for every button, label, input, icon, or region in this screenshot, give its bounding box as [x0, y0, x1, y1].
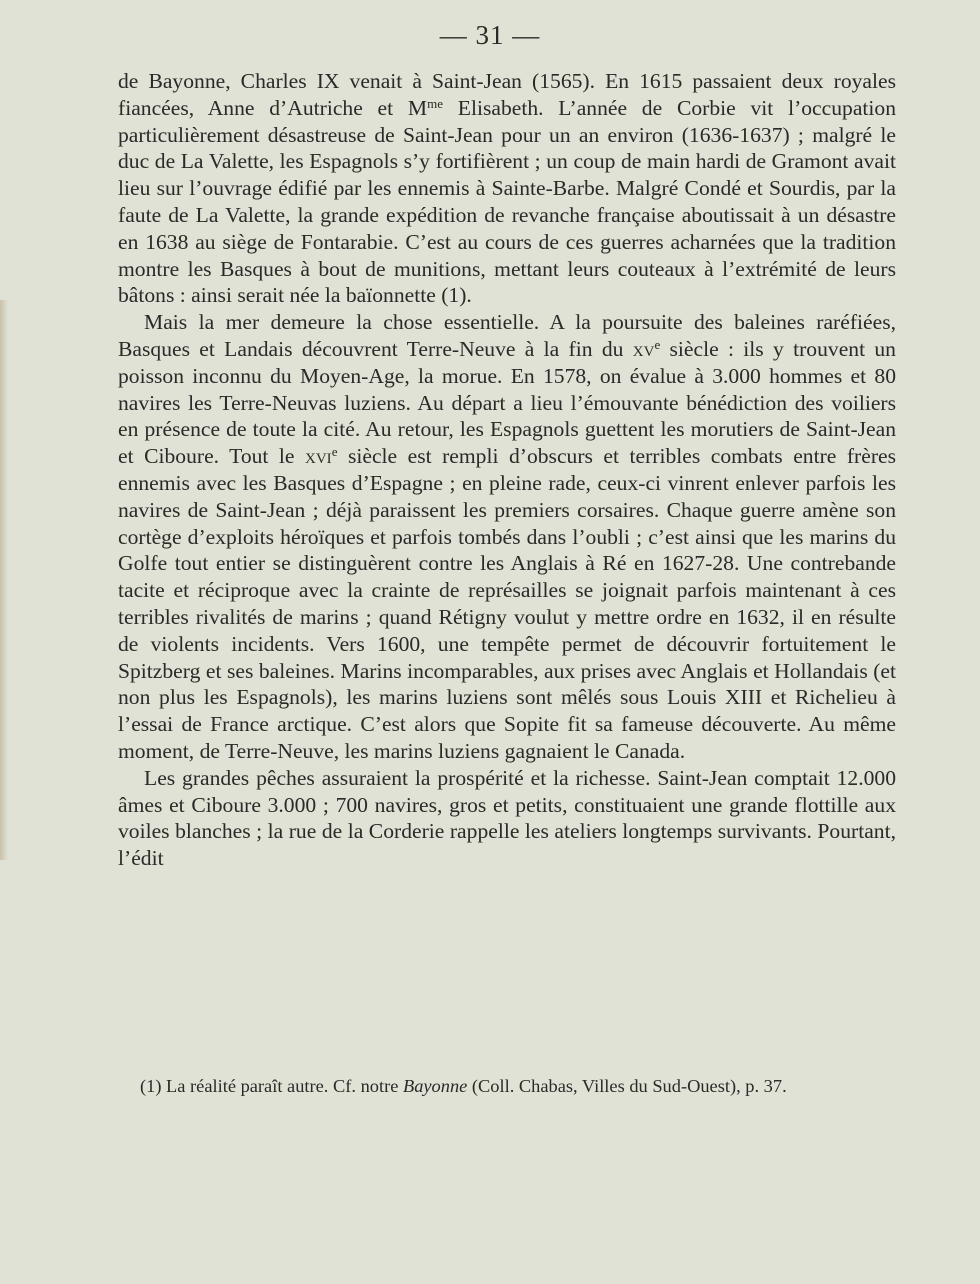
body-text [118, 68, 896, 872]
paragraph-2-text-b: siècle : ils y trouvent un poisson inconnu du Moyen-Age, la morue. En 1578, on évalue à 3.000 hommes et 80 navires les Terre-Neuvas luziens. Au départ a lieu l’émouvante bénédiction des voiliers en présence de toute la cité. Au retour, les Espagnols guettent les morutiers de Saint-Jean et Ciboure. Tout le [118, 336, 896, 469]
footnote-text-rest: (Coll. Chabas, Villes du Sud-Ouest), p. 37. [467, 1076, 787, 1096]
superscript-e-2: e [331, 444, 338, 460]
century-xv: xv [632, 336, 655, 361]
footnote-text: (1) La réalité paraît autre. Cf. notre [140, 1076, 403, 1096]
footnote-book-title: Bayonne [402, 1076, 468, 1096]
footnote [118, 1075, 896, 1098]
superscript-me: me [427, 95, 443, 111]
page-edge-shadow [0, 300, 8, 860]
century-xvi: xvi [305, 444, 332, 469]
paragraph-2 [118, 309, 896, 765]
paragraph-2-text-a: Mais la mer demeure la chose essentielle. A la poursuite des baleines raréfiées, Basques et Landais découvrent Terre-Neuve à la fin du [118, 310, 896, 361]
page-number: — 31 — [439, 20, 541, 50]
paragraph-3: Les grandes pêches assuraient la prospérité et la richesse. Saint-Jean comptait 12.000 âmes et Ciboure 3.000 ; 700 navires, gros et petits, constituaient une grande flottille aux voiles blanches ; la rue de la Corderie rappelle les ateliers longtemps survivants. Pourtant, l’édit [118, 765, 896, 871]
paragraph-1-text: de Bayonne, Charles IX venait à Saint-Jean (1565). En 1615 passaient deux royales fiancées, Anne d’Autriche et M [118, 69, 896, 120]
paragraph-1-text-cont: Elisabeth. L’année de Corbie vit l’occupation particulièrement désastreuse de Saint-Jean pour un an environ (1636-1637) ; malgré le duc de La Valette, les Espagnols s’y fortifièrent ; un coup de main hardi de Gramont avait lieu sur l’ouvrage édifié par les ennemis à Sainte-Barbe. Malgré Condé et Sourdis, par la faute de La Valette, la grande expédition de revanche française aboutissait à un désastre en 1638 au siège de Fontarabie. C’est au cours de ces guerres acharnées que la tradition montre les Basques à bout de munitions, mettant leurs couteaux à l’extrémité de leurs bâtons : ainsi serait née la baïonnette (1). [118, 95, 896, 308]
paragraph-2-text-c: siècle est rempli d’obscurs et terribles combats entre frères ennemis avec les Basques d’Espagne ; en pleine rade, ceux-ci vinrent enlever parfois les navires de Saint-Jean ; déjà paraissent les premiers corsaires. Chaque guerre amène son cortège d’exploits héroïques et parfois tombés dans l’oubli ; c’est ainsi que les marins du Golfe tout entier se distinguèrent contre les Anglais à Ré en 1627-28. Une contrebande tacite et réciproque avec la crainte de représailles se joignait parfois maintenant à ces terribles rivalités de marins ; quand Rétigny voulut y mettre ordre en 1632, il en résulte de violents incidents. Vers 1600, une tempête permet de découvrir fortuitement le Spitzberg et ses baleines. Marins incomparables, aux prises avec Anglais et Hollandais (et non plus les Espagnols), les marins luziens sont mêlés sous Louis XIII et Richelieu à l’essai de France arctique. C’est alors que Sopite fit sa fameuse découverte. Au même moment, de Terre-Neuve, les marins luziens gagnaient le Canada. [118, 444, 896, 763]
paragraph-1 [118, 68, 896, 309]
superscript-e-1: e [654, 336, 661, 352]
